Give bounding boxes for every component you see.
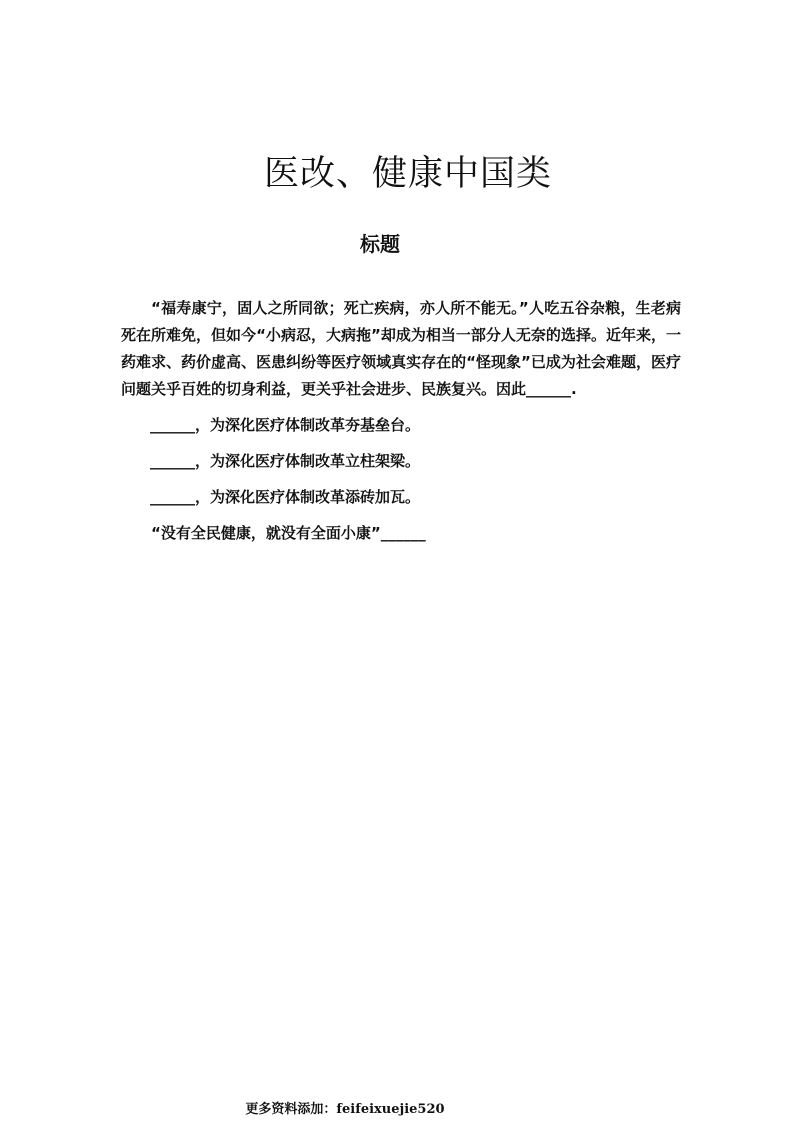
quote-line: “没有全民健康，就没有全面小康”______: [151, 524, 426, 542]
fill-in-line-1: ______，为深化医疗体制改革夯基垒台。: [150, 416, 421, 434]
document-body: [121, 295, 681, 547]
fill-in-line-2: ______，为深化医疗体制改革立柱架梁。: [150, 452, 421, 470]
section-heading: 标题: [360, 232, 400, 256]
intro-paragraph: “福寿康宁，固人之所同欲；死亡疾病，亦人所不能无。”人吃五谷杂粮，生老病死在所难免，但如今“小病忍，大病拖”却成为相当一部分人无奈的选择。近年来，一药难求、药价虚高、医患纠纷等医疗领域真实存在的“怪现象”已成为社会难题，医疗问题关乎百姓的切身利益，更关乎社会进步、民族复兴。因此______.: [121, 299, 681, 398]
page-title: 医改、健康中国类: [263, 154, 552, 194]
fill-in-line-3: ______，为深化医疗体制改革添砖加瓦。: [150, 488, 421, 506]
footer-note: 更多资料添加：feifeixuejie520: [245, 1102, 445, 1117]
